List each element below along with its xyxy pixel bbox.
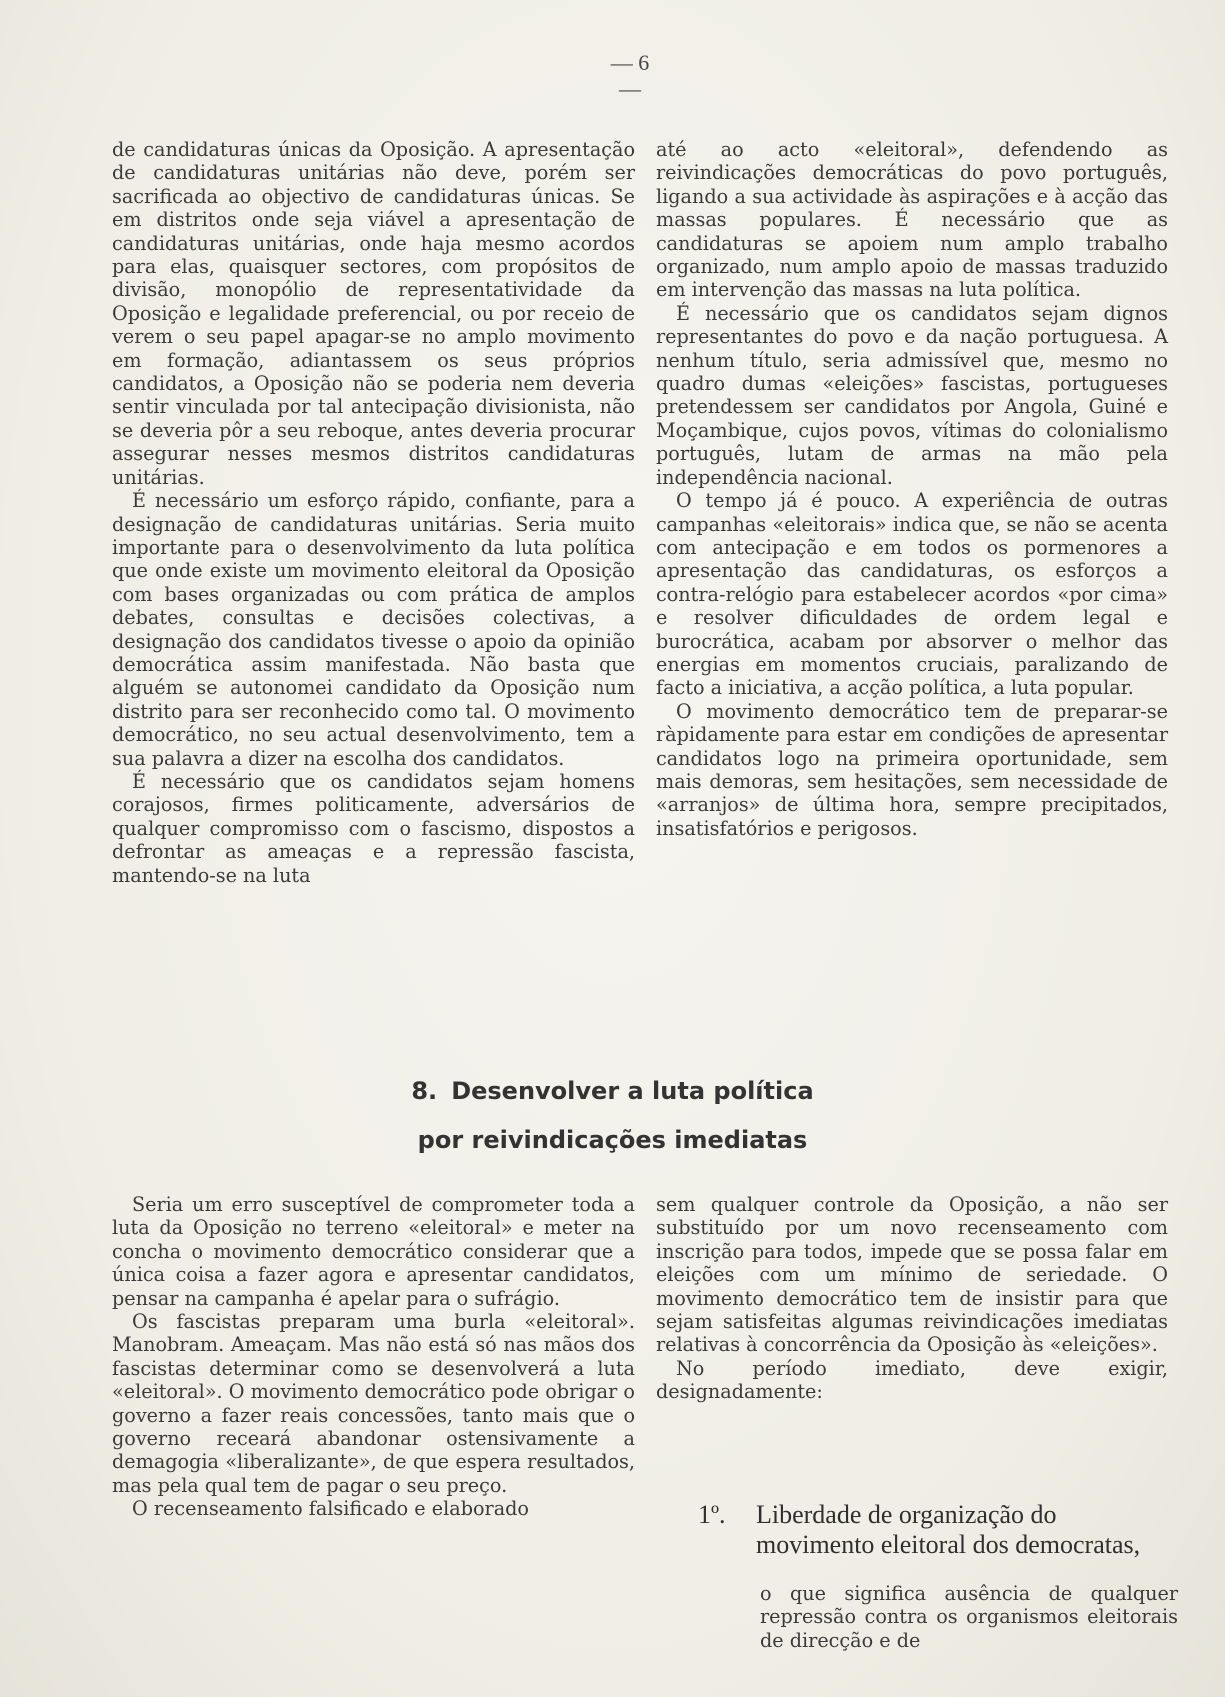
section-number: 8. (411, 1077, 438, 1105)
top-left-column (112, 138, 635, 887)
page-number: — 6 — (610, 50, 650, 101)
demand-marker: 1º. (698, 1500, 726, 1529)
section-heading (0, 1077, 1225, 1105)
section-title-line-1: Desenvolver a luta política (451, 1077, 814, 1105)
paragraph: No período imediato, deve exigir, designadamente: (656, 1356, 1168, 1404)
paragraph: É necessário um esforço rápido, confiante, para a designação de candidaturas unitárias. Seria muito importante para o desenvolvimento da luta política que onde existe um movimento eleitoral da Oposição com bases organizadas ou com prática de amplos debates, consultas e decisões colectivas, a designação dos candidatos tivesse o apoio da opinião democrática assim manifestada. Não basta que alguém se autonomei candidato da Oposição num distrito para ser reconhecido como tal. O movimento democrático, no seu actual desenvolvimento, tem a sua palavra a dizer na escolha dos candidatos. (112, 489, 635, 770)
demand-item-1-text: o que significa ausência de qualquer repressão contra os organismos eleitorais de direcção e de (760, 1582, 1178, 1652)
paragraph: Seria um erro susceptível de comprometer toda a luta da Oposição no terreno «eleitoral» e meter na concha o movimento democrático considerar que a única coisa a fazer agora e apresentar candidatos, pensar na campanha é apelar para o sufrágio. (112, 1193, 635, 1310)
paragraph: O tempo já é pouco. A experiência de outras campanhas «eleitorais» indica que, se não se acenta com antecipação e em todos os pormenores a apresentação das candidaturas, os esforços a contra-relógio para estabelecer acordos «por cima» e resolver dificuldades de ordem legal e burocrática, acabam por absorver o melhor das energias em momentos cruciais, paralizando de facto a iniciativa, a acção política, a luta popular. (656, 489, 1168, 700)
bottom-left-column (112, 1193, 635, 1521)
bottom-right-column (656, 1193, 1168, 1404)
paragraph: até ao acto «eleitoral», defendendo as reivindicações democráticas do povo português, ligando a sua actividade às aspirações e à acção das massas populares. É necessário que as candidaturas se apoiem num amplo trabalho organizado, num amplo apoio de massas traduzido em intervenção das massas na luta política. (656, 138, 1168, 302)
section-title-line-2: por reivindicações imediatas (417, 1126, 808, 1154)
paragraph: É necessário que os candidatos sejam dignos representantes do povo e da nação portuguesa. A nenhum título, seria admissível que, mesmo no quadro dumas «eleições» fascistas, portugueses pretendessem ser candidatos por Angola, Guiné e Moçambique, cujos povos, vítimas do colonialismo português, lutam de armas na mão pela independência nacional. (656, 301, 1168, 489)
demand-item-1 (700, 1500, 1178, 1560)
paragraph: de candidaturas únicas da Oposição. A apresentação de candidaturas unitárias não deve, porém ser sacrificada ao objectivo de candidaturas únicas. Se em distritos onde seja viável a apresentação de candidaturas unitárias, onde haja mesmo acordos para elas, quaisquer sectores, com propósitos de divisão, monopólio de representatividade da Oposição e legalidade preferencial, ou por receio de verem o seu papel apagar-se no amplo movimento em formação, adiantassem os seus próprios candidatos, a Oposição não se poderia nem deveria sentir vinculada por tal antecipação divisionista, não se deveria pôr a seu reboque, antes deveria procurar assegurar nesses mesmos distritos candidaturas unitárias. (112, 138, 635, 489)
paragraph: É necessário que os candidatos sejam homens corajosos, firmes politicamente, adversários de qualquer compromisso com o fascismo, dispostos a defrontar as ameaças e a repressão fascista, mantendo-se na luta (112, 769, 635, 887)
paragraph: sem qualquer controle da Oposição, a não ser substituído por um novo recenseamento com inscrição para todos, impede que se possa falar em eleições com um mínimo de seriedade. O movimento democrático tem de insistir para que sejam satisfeitas algumas reivindicações imediatas relativas à concorrência da Oposição às «eleições». (656, 1193, 1168, 1357)
paragraph: O movimento democrático tem de preparar-se ràpidamente para estar em condições de apresentar candidatos logo na primeira oportunidade, sem mais demoras, sem hesitações, sem necessidade de «arranjos» de última hora, sempre precipitados, insatisfatórios e perigosos. (656, 699, 1168, 840)
top-right-column (656, 138, 1168, 840)
paragraph: O recenseamento falsificado e elaborado (132, 1497, 529, 1521)
paragraph: Os fascistas preparam uma burla «eleitoral». Manobram. Ameaçam. Mas não está só nas mãos dos fascistas determinar como se desenvolverá a luta «eleitoral». O movimento democrático pode obrigar o governo a fazer reais concessões, tanto mais que o governo receará abandonar ostensivamente a demagogia «liberalizante», de que espera resultados, mas pela qual tem de pagar o seu preço. (112, 1310, 635, 1497)
section-subheading (0, 1126, 1225, 1154)
demand-lead: Liberdade de organização do movimento eleitoral dos democratas, (756, 1500, 1141, 1559)
